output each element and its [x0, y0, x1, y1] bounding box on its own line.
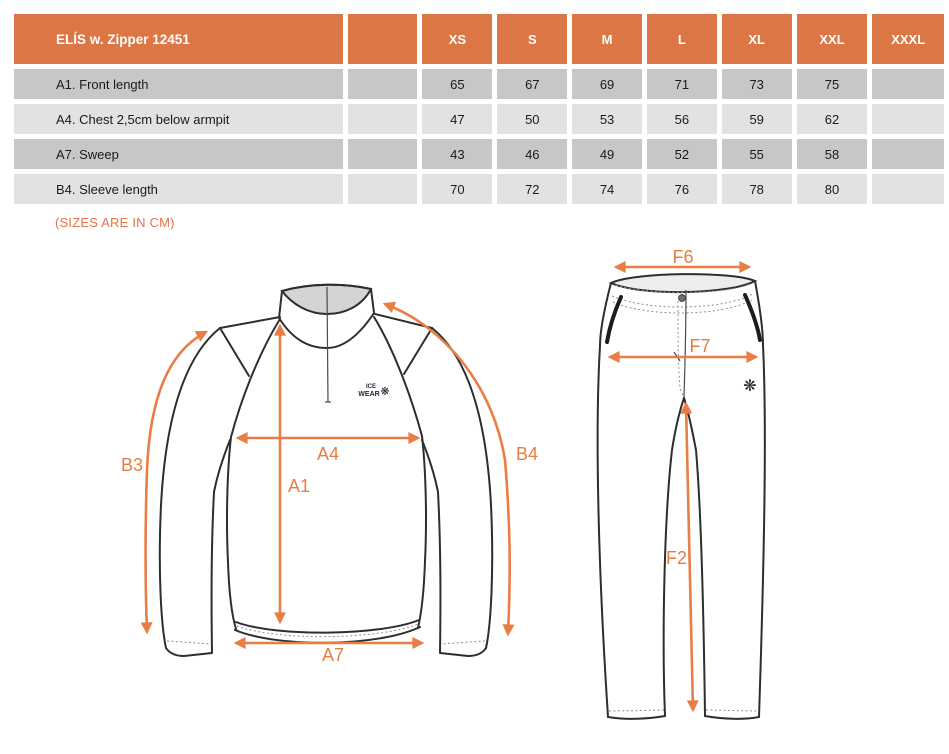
brand-logo-snowflake-icon: ❋ — [380, 385, 390, 398]
pants-diagram — [598, 247, 765, 719]
size-header-xs: XS — [422, 14, 492, 64]
value-cell: 76 — [647, 174, 717, 204]
a4-dimension-label: A4 — [316, 444, 340, 464]
b3-dimension-label: B3 — [121, 455, 144, 475]
waist-button — [679, 295, 686, 302]
value-cell: 80 — [797, 174, 868, 204]
f2-arrow — [686, 404, 693, 710]
brand-logo-wear: WEAR — [358, 391, 380, 398]
pants-snowflake-logo-icon: ❋ — [743, 376, 757, 395]
f6-dimension-label: F6 — [672, 247, 694, 267]
header-row — [14, 14, 944, 64]
value-cell: 72 — [497, 174, 567, 204]
value-cell: 53 — [572, 104, 642, 134]
f7-dimension-label: F7 — [689, 336, 711, 356]
value-cell: 71 — [647, 69, 717, 99]
value-cell: 73 — [722, 69, 792, 99]
row-label: B4. Sleeve length — [14, 174, 343, 204]
sweater-diagram — [121, 285, 538, 665]
pants-dimension-arrows — [610, 267, 756, 710]
spacer-cell — [348, 104, 417, 134]
left-pocket — [607, 297, 621, 342]
value-cell: 70 — [422, 174, 492, 204]
row-label: A4. Chest 2,5cm below armpit — [14, 104, 343, 134]
value-cell: 59 — [722, 104, 792, 134]
spacer-cell — [348, 174, 417, 204]
size-header-s: S — [497, 14, 567, 64]
header-spacer — [348, 14, 417, 64]
table-row-sleeve-length — [14, 174, 944, 204]
size-chart-table — [9, 9, 949, 209]
size-header-xxl: XXL — [797, 14, 868, 64]
size-header-xl: XL — [722, 14, 792, 64]
a1-dimension-label: A1 — [288, 476, 311, 496]
table-row-front-length — [14, 69, 944, 99]
value-cell: 78 — [722, 174, 792, 204]
value-cell: 46 — [497, 139, 567, 169]
size-header-xxxl: XXXL — [872, 14, 944, 64]
value-cell: 56 — [647, 104, 717, 134]
units-note: (SIZES ARE IN CM) — [55, 215, 175, 230]
value-cell: 43 — [422, 139, 492, 169]
spacer-cell — [348, 69, 417, 99]
b4-dimension-label: B4 — [516, 444, 539, 464]
spacer-cell — [348, 139, 417, 169]
value-cell: 65 — [422, 69, 492, 99]
value-cell — [872, 174, 944, 204]
value-cell: 75 — [797, 69, 868, 99]
value-cell: 67 — [497, 69, 567, 99]
row-label: A7. Sweep — [14, 139, 343, 169]
b3-arrow — [146, 332, 207, 632]
value-cell: 55 — [722, 139, 792, 169]
value-cell — [872, 104, 944, 134]
value-cell — [872, 139, 944, 169]
f2-dimension-label: F2 — [665, 548, 687, 568]
value-cell: 47 — [422, 104, 492, 134]
value-cell: 69 — [572, 69, 642, 99]
table-row-chest — [14, 104, 944, 134]
value-cell: 52 — [647, 139, 717, 169]
row-label: A1. Front length — [14, 69, 343, 99]
value-cell: 62 — [797, 104, 868, 134]
size-header-l: L — [647, 14, 717, 64]
value-cell: 58 — [797, 139, 868, 169]
value-cell: 74 — [572, 174, 642, 204]
value-cell: 49 — [572, 139, 642, 169]
a7-dimension-label: A7 — [321, 645, 345, 665]
size-header-m: M — [572, 14, 642, 64]
table-title: ELÍS w. Zipper 12451 — [14, 14, 343, 64]
table-row-sweep — [14, 139, 944, 169]
garment-drawings — [0, 240, 949, 754]
brand-logo-ice: ICE — [365, 384, 377, 390]
value-cell — [872, 69, 944, 99]
value-cell: 50 — [497, 104, 567, 134]
